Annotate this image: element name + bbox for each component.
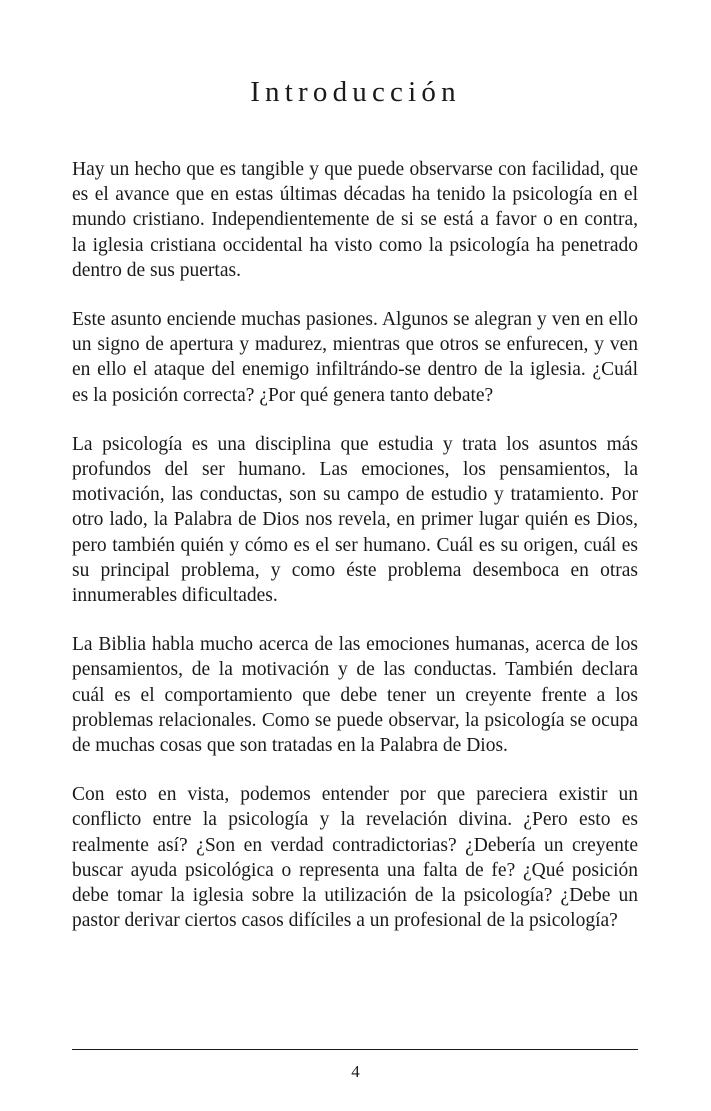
paragraph-2: Este asunto enciende muchas pasiones. Algunos se alegran y ven en ello un signo de apertura y madurez, mientras que otros se enfurecen, y ven en ello el ataque del enemigo infiltrándo-se dentro de la iglesia. ¿Cuál es la posición correcta? ¿Por qué genera tanto debate? xyxy=(72,309,638,406)
paragraph-5: Con esto en vista, podemos entender por que pareciera existir un conflicto entre la psicología y la revelación divina. ¿Pero esto es realmente así? ¿Son en verdad contradictorias? ¿Debería un creyente buscar ayuda psicológica o representa una falta de fe? ¿Qué posición debe tomar la iglesia sobre la utilización de la psicología? ¿Debe un pastor derivar ciertos casos difíciles a un profesional de la psicología? xyxy=(72,784,638,932)
page-number: 4 xyxy=(351,1062,360,1081)
body-text xyxy=(72,157,638,957)
paragraph-3: La psicología es una disciplina que estudia y trata los asuntos más profundos del ser humano. Las emociones, los pensamientos, la motivación, las conductas, son su campo de estudio y tratamiento. Por otro lado, la Palabra de Dios nos revela, en primer lugar quién es Dios, pero también quién y cómo es el ser humano. Cuál es su origen, cuál es su principal problema, y como éste problema desemboca en otras innumerables dificultades. xyxy=(72,433,638,607)
page-title: Introducción xyxy=(250,76,461,108)
paragraph-1: Hay un hecho que es tangible y que puede observarse con facilidad, que es el avance que en estas últimas décadas ha tenido la psicología en el mundo cristiano. Independientemente de si se está a favor o en contra, la iglesia cristiana occidental ha visto como la psicología ha penetrado dentro de sus puertas. xyxy=(72,159,638,281)
footer-divider xyxy=(72,1049,638,1050)
paragraph-4: La Biblia habla mucho acerca de las emociones humanas, acerca de los pensamientos, de la motivación y de las conductas. También declara cuál es el comportamiento que debe tener un creyente frente a los problemas relacionales. Como se puede observar, la psicología se ocupa de muchas cosas que son tratadas en la Palabra de Dios. xyxy=(72,634,638,757)
